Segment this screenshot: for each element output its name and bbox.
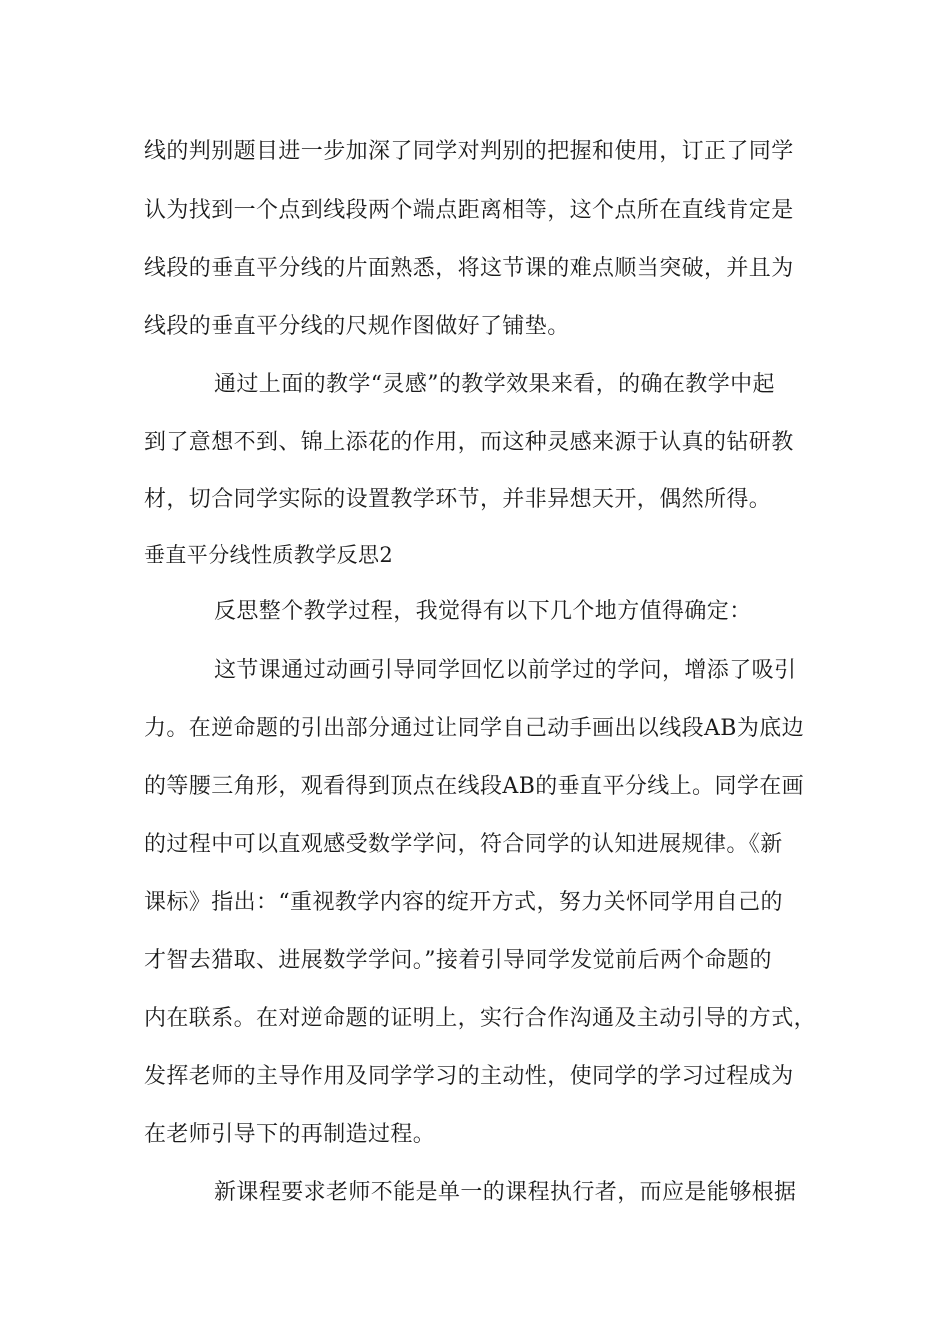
text-line: 线段的垂直平分线的尺规作图做好了铺垫。 (144, 314, 570, 339)
text-line: 这节课通过动画引导同学回忆以前学过的学问，增添了吸引 (214, 658, 797, 683)
text-line: 通过上面的教学“灵感”的教学效果来看，的确在教学中起 (214, 372, 775, 397)
text-line: 才智去猎取、进展数学学问。”接着引导同学发觉前后两个命题的 (144, 948, 772, 973)
text-line: 课标》指出：“重视教学内容的绽开方式，努力关怀同学用自己的 (144, 890, 783, 915)
text-line: 材，切合同学实际的设置教学环节，并非异想天开，偶然所得。 (144, 487, 772, 512)
text-line: 到了意想不到、锦上添花的作用，而这种灵感来源于认真的钻研教 (144, 430, 794, 455)
text-line: 内在联系。在对逆命题的证明上，实行合作沟通及主动引导的方式， (144, 1006, 817, 1031)
text-line: 新课程要求老师不能是单一的课程执行者，而应是能够根据 (214, 1180, 797, 1205)
text-line: 发挥老师的主导作用及同学学习的主动性，使同学的学习过程成为 (144, 1064, 794, 1089)
text-line: 在老师引导下的再制造过程。 (144, 1122, 436, 1147)
text-line: 的过程中可以直观感受数学学问，符合同学的认知进展规律。《新 (144, 832, 783, 857)
text-line: 力。在逆命题的引出部分通过让同学自己动手画出以线段AB为底边 (144, 716, 805, 741)
section-heading: 垂直平分线性质教学反思2 (144, 543, 394, 567)
text-line: 认为找到一个点到线段两个端点距离相等，这个点所在直线肯定是 (144, 198, 794, 223)
text-line: 线的判别题目进一步加深了同学对判别的把握和使用，订正了同学 (144, 139, 794, 164)
text-line: 反思整个教学过程，我觉得有以下几个地方值得确定： (214, 599, 752, 624)
text-line: 的等腰三角形，观看得到顶点在线段AB的垂直平分线上。同学在画 (144, 774, 805, 799)
text-line: 线段的垂直平分线的片面熟悉，将这节课的难点顺当突破，并且为 (144, 256, 794, 281)
